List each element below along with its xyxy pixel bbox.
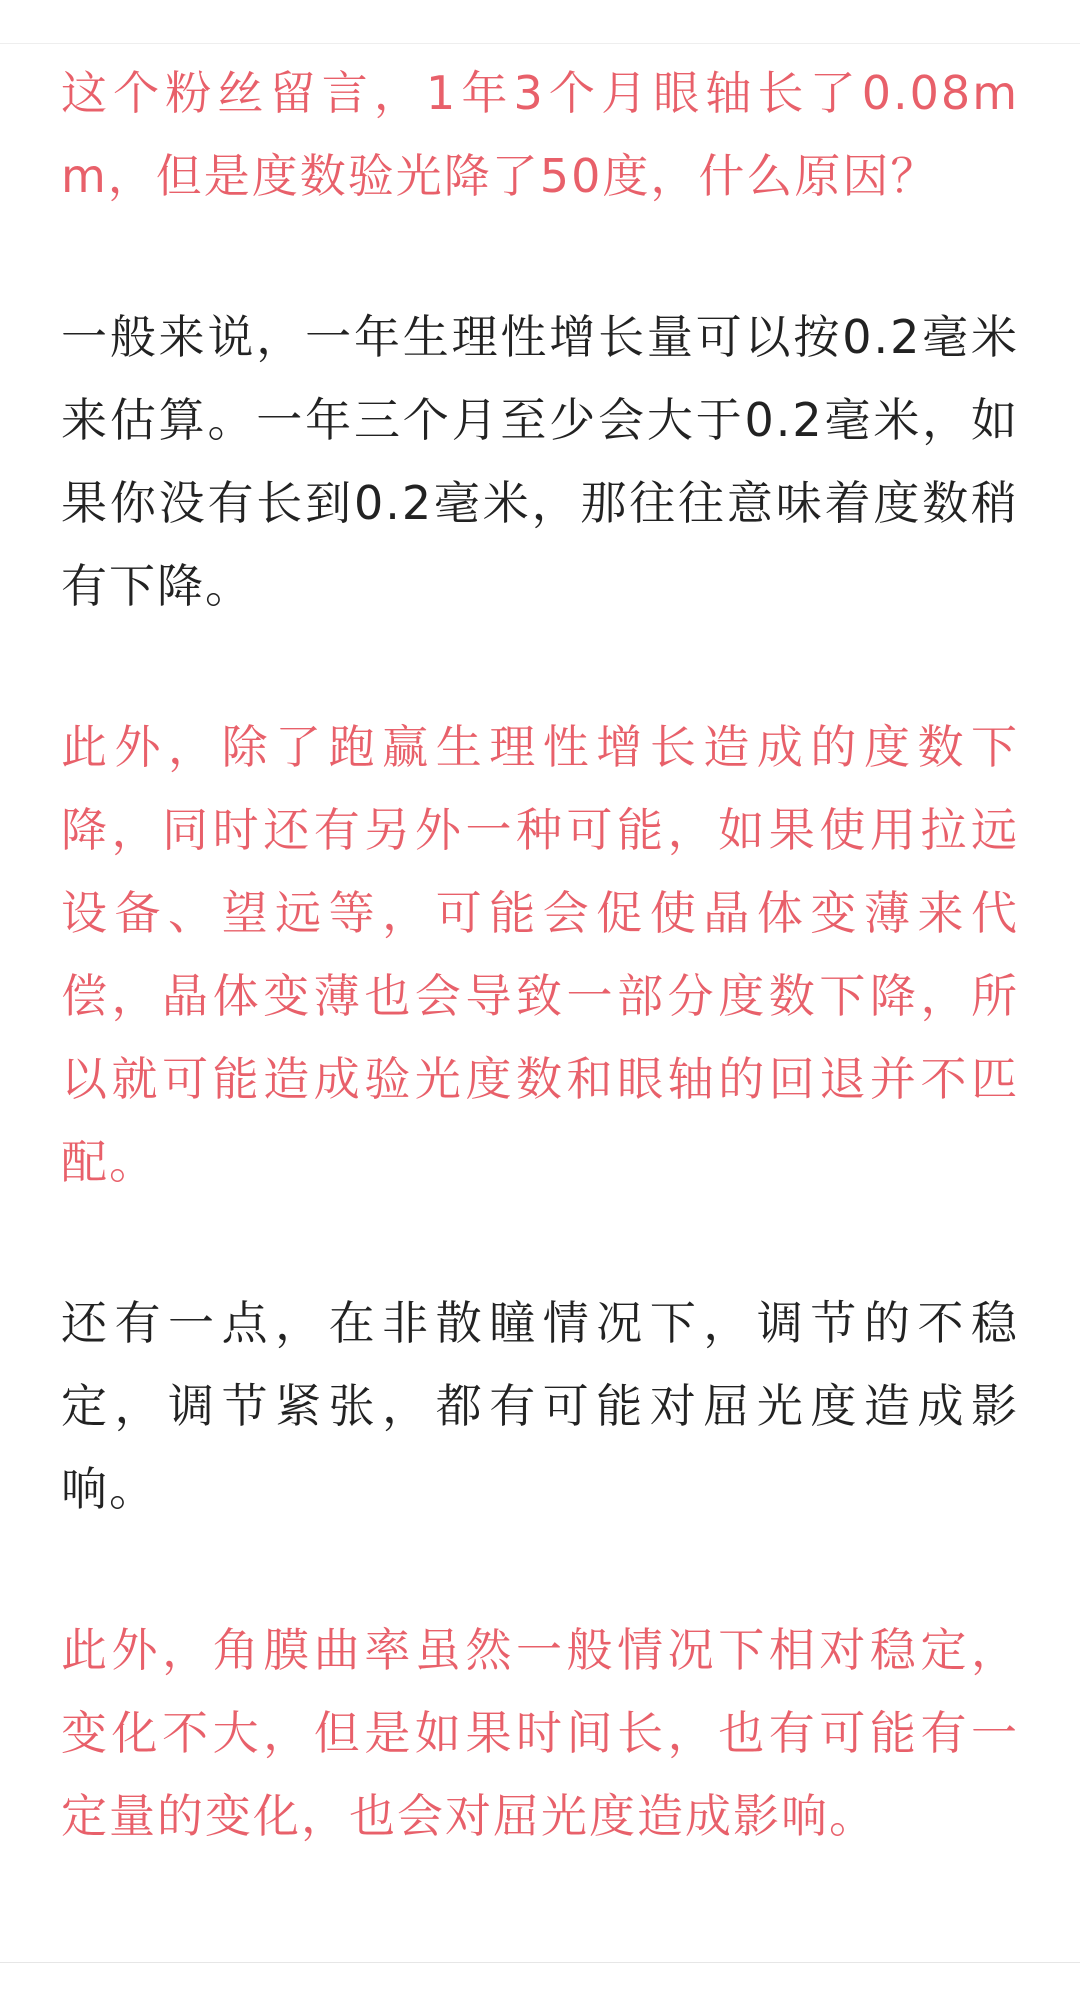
- paragraph-lens-thinning: 此外，除了跑赢生理性增长造成的度数下降，同时还有另外一种可能，如果使用拉远设备、望远等，可能会促使晶体变薄来代偿，晶体变薄也会导致一部分度数下降，所以就可能造成验光度数和眼轴的回退并不匹配。: [61, 720, 1019, 1189]
- bottom-divider: [0, 1962, 1080, 1963]
- article-body: [61, 52, 1019, 1962]
- paragraph-corneal-curvature: 此外，角膜曲率虽然一般情况下相对稳定，变化不大，但是如果时间长，也有可能有一定量的变化，也会对屈光度造成影响。: [61, 1623, 1019, 1843]
- top-divider: [0, 43, 1080, 44]
- paragraph-growth-estimate: 一般来说，一年生理性增长量可以按0.2毫米来估算。一年三个月至少会大于0.2毫米，如果你没有长到0.2毫米，那往往意味着度数稍有下降。: [61, 310, 1019, 613]
- paragraph-accommodation: 还有一点，在非散瞳情况下，调节的不稳定，调节紧张，都有可能对屈光度造成影响。: [61, 1296, 1019, 1516]
- paragraph-fan-question: 这个粉丝留言，1年3个月眼轴长了0.08mm，但是度数验光降了50度，什么原因？: [61, 66, 1019, 203]
